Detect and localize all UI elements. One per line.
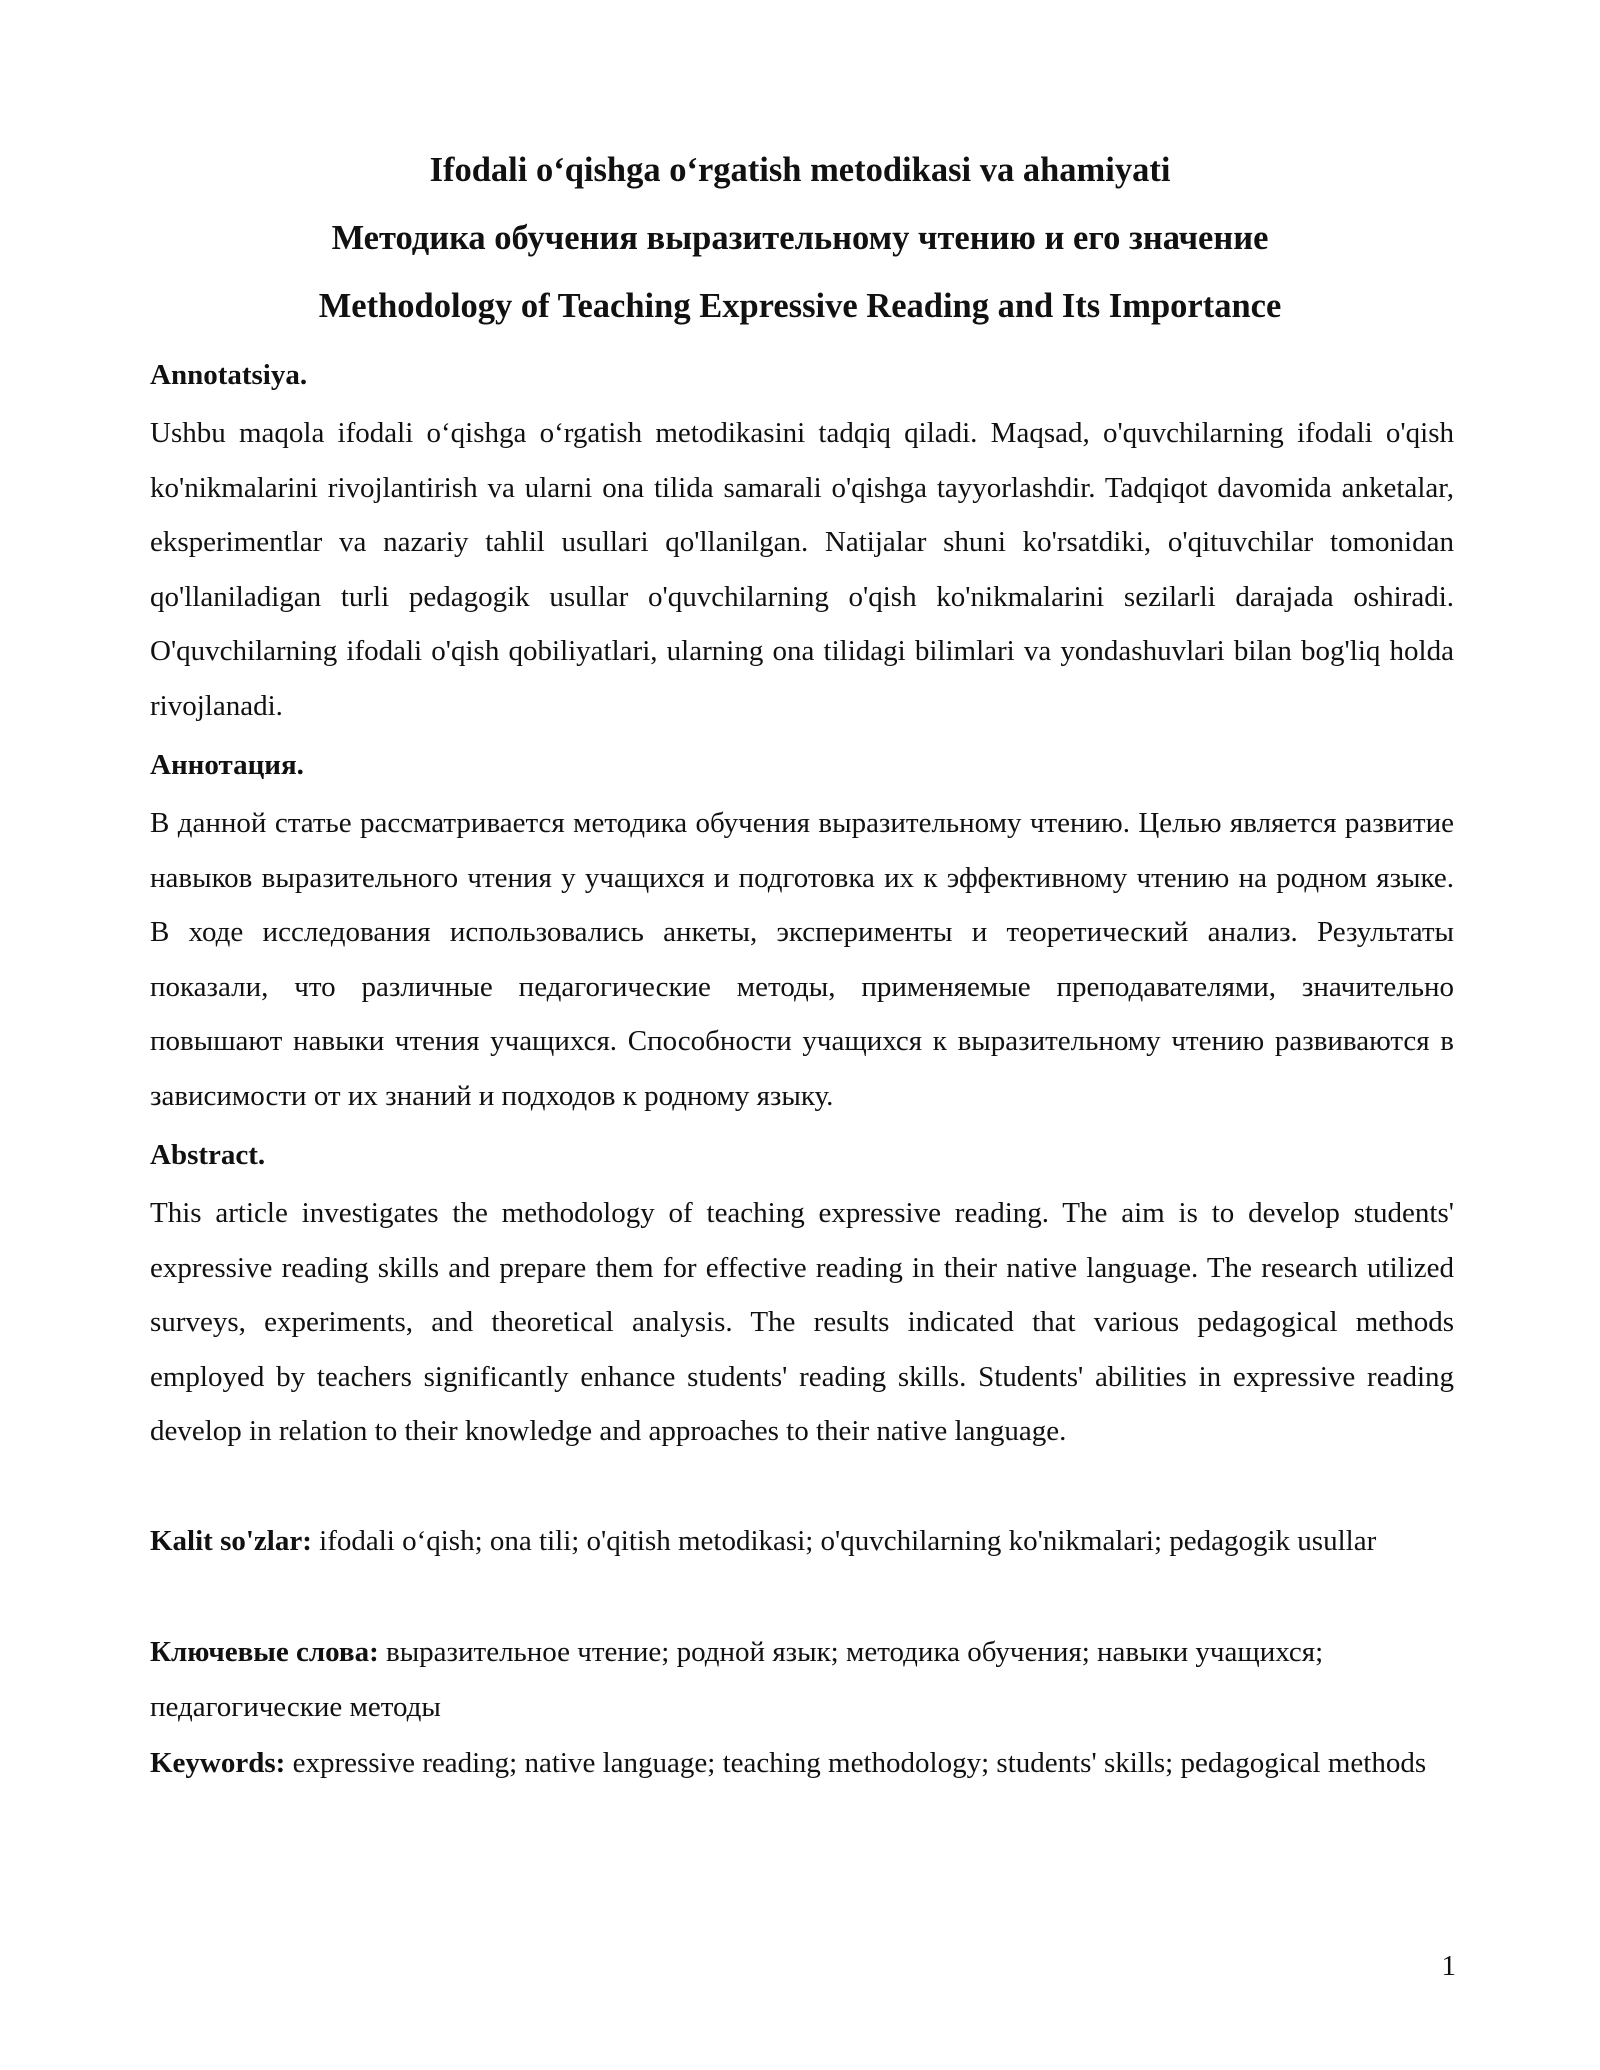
keywords-uz-label: Kalit so'zlar: bbox=[150, 1525, 312, 1557]
abstract-en-heading: Abstract. bbox=[150, 1139, 266, 1171]
keywords-ru-text: выразительное чтение; родной язык; методика обучения; навыки учащихся; педагогические методы bbox=[150, 1636, 1324, 1723]
keywords-en-label: Keywords: bbox=[150, 1747, 286, 1779]
keywords-uz-text: ifodali o‘qish; ona tili; o'qitish metodikasi; o'quvchilarning ko'nikmalari; pedagogik usullar bbox=[311, 1525, 1377, 1557]
title-uzbek: Ifodali o‘qishga o‘rgatish metodikasi va ahamiyati bbox=[429, 151, 1171, 189]
page-number: 1 bbox=[1441, 1950, 1456, 1982]
abstract-ru-heading: Аннотация. bbox=[150, 749, 304, 781]
abstract-en-text: This article investigates the methodology of teaching expressive reading. The aim is to develop students' expressive reading skills and prepare them for effective reading in their native language. The research utilized surveys, experiments, and theoretical analysis. The results indicated that various pedagogical methods employed by teachers significantly enhance students' reading skills. Students' abilities in expressive reading develop in relation to their knowledge and approaches to their native language. bbox=[150, 1197, 1454, 1447]
abstract-uz-heading: Annotatsiya. bbox=[150, 359, 308, 391]
keywords-en-text: expressive reading; native language; teaching methodology; students' skills; pedagogical methods bbox=[285, 1747, 1427, 1779]
keywords-en bbox=[150, 1736, 1454, 1791]
abstract-uz-text: Ushbu maqola ifodali o‘qishga o‘rgatish metodikasini tadqiq qiladi. Maqsad, o'quvchilarning ifodali o'qish ko'nikmalarini rivojlantirish va ularni ona tilida samarali o'qishga tayyorlashdir. Tadqiqot davomida anketalar, eksperimentlar va nazariy tahlil usullari qo'llanilgan. Natijalar shuni ko'rsatdiki, o'qituvchilar tomonidan qo'llaniladigan turli pedagogik usullar o'quvchilarning o'qish ko'nikmalarini sezilarli darajada oshiradi. O'quvchilarning ifodali o'qish qobiliyatlari, ularning ona tilidagi bilimlari va yondashuvlari bilan bog'liq holda rivojlanadi. bbox=[150, 417, 1454, 722]
keywords-ru bbox=[150, 1625, 1454, 1734]
title-russian: Методика обучения выразительному чтению и его значение bbox=[331, 219, 1269, 257]
title-english: Methodology of Teaching Expressive Reading and Its Importance bbox=[318, 287, 1282, 325]
keywords-ru-label: Ключевые слова: bbox=[150, 1636, 379, 1668]
abstract-ru-text: В данной статье рассматривается методика обучения выразительному чтению. Целью является развитие навыков выразительного чтения у учащихся и подготовка их к эффективному чтению на родном языке. В ходе исследования использовались анкеты, эксперименты и теоретический анализ. Результаты показали, что различные педагогические методы, применяемые преподавателями, значительно повышают навыки чтения учащихся. Способности учащихся к выразительному чтению развиваются в зависимости от их знаний и подходов к родному языку. bbox=[150, 807, 1454, 1112]
keywords-uz bbox=[150, 1514, 1454, 1569]
